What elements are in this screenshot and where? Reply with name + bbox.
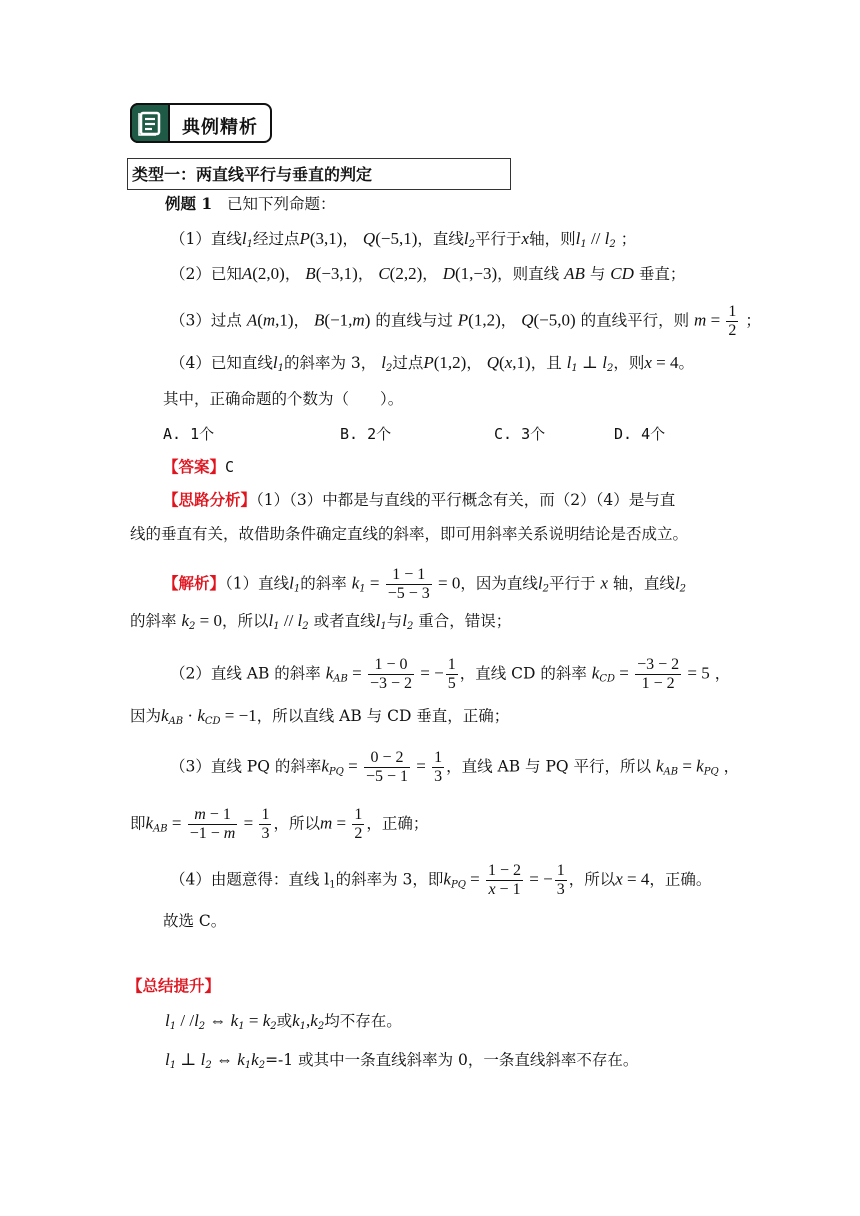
section-header-title: 典例精析	[182, 117, 258, 138]
analysis-label: 【思路分析】	[163, 491, 257, 509]
solution-2b: 因为$k_{AB} \cdot k_{CD} = -1$，所以直线 AB 与 CD 垂直，正确；	[130, 706, 510, 727]
solution-conclusion: 故选 C。	[163, 912, 227, 930]
proposition-2: （2）已知A(2,0)， B(−3,1)， C(2,2)， D(1,−3)，则直线 AB 与 CD 垂直；	[170, 264, 686, 283]
type-title: 类型一：两直线平行与垂直的判定	[132, 165, 373, 184]
type-title-box	[127, 158, 511, 190]
example-label: 例题 1	[165, 194, 213, 213]
solution-1b: 的斜率 $k_2 = 0$，所以$l_1 // l_2$ 或者直线$l_1$与$l_2$ 重合，错误；	[130, 611, 512, 632]
solution-2a: （2）直线 AB 的斜率 $k_{AB}$ = $\frac{1 - 0}{-3 - 2}$ = − $\frac{1}{5}$ ，直线 CD 的斜率 $k_{CD}$ = $\frac{-3 - 2}{1 - 2}$ = 5 ，	[170, 656, 731, 692]
option-d: D. 4个	[614, 425, 666, 443]
analysis-line-2: 线的垂直有关，故借助条件确定直线的斜率，即可用斜率关系说明结论是否成立。	[130, 525, 689, 543]
example-intro: 已知下列命题：	[226, 195, 336, 213]
section-header	[130, 103, 272, 143]
solution-3a: （3）直线 PQ 的斜率$k_{PQ}$ = $\frac{0 - 2}{-5 - 1}$ = $\frac{1}{3}$ ，直线 AB 与 PQ 平行，所以 $k_{AB} = k_{PQ}$ ，	[170, 749, 740, 785]
proposition-3: （3）过点 A(m,1)， B(−1,m) 的直线与过 P(1,2)， Q(−5,0) 的直线平行，则 m = $\frac{1}{2}$ ；	[170, 303, 761, 339]
example-heading	[165, 193, 335, 215]
solution-1a: 【解析】（1）直线$l_1$的斜率 $k_1$ = $\frac{1 - 1}{-5 - 3}$ = 0，因为直线$l_2$平行于 x 轴，直线$l_2$	[163, 566, 687, 602]
proposition-4: （4）已知直线$l_1$的斜率为 3， $l_2$过点P(1,2)， Q(x,1)，且 $l_1$ ⊥ $l_2$，则x = 4。	[170, 353, 695, 374]
answer-value: C	[225, 458, 235, 476]
document-icon	[130, 103, 170, 143]
analysis-line-1: 【思路分析】（1）（3）中都是与直线的平行概念有关，而（2）（4）是与直	[163, 491, 676, 509]
proposition-1: （1）直线$l_1$经过点P(3,1)， Q(−5,1)，直线$l_2$平行于x轴，则$l_1 // l_2$ ；	[170, 229, 637, 250]
question: 其中，正确命题的个数为（ ）。	[163, 390, 404, 408]
summary-label: 【总结提升】	[127, 977, 221, 995]
answer-label: 【答案】	[163, 458, 226, 476]
answer-line	[163, 456, 234, 478]
option-a: A. 1个	[163, 425, 215, 443]
solution-3b: 即$k_{AB}$ = $\frac{m - 1}{-1 - m}$ = $\frac{1}{3}$ ，所以m = $\frac{1}{2}$ ，正确；	[130, 806, 429, 842]
solution-label: 【解析】	[163, 574, 226, 593]
option-b: B. 2个	[340, 425, 392, 443]
solution-4: （4）由题意得：直线 $l_1$的斜率为 3，即$k_{PQ}$ = $\frac{1 - 2}{x - 1}$ = − $\frac{1}{3}$ ，所以x = 4，正确。	[170, 862, 712, 898]
summary-line-2: $l_1$ ⊥ $l_2$ ⇔ $k_1k_2=-1$ 或其中一条直线斜率为 0，一条直线斜率不存在。	[165, 1050, 639, 1071]
option-c: C. 3个	[494, 425, 546, 443]
summary-line-1: $l_1 / /l_2$ ⇔ $k_1 = k_2$或$k_1,k_2$均不存在。	[165, 1011, 402, 1032]
